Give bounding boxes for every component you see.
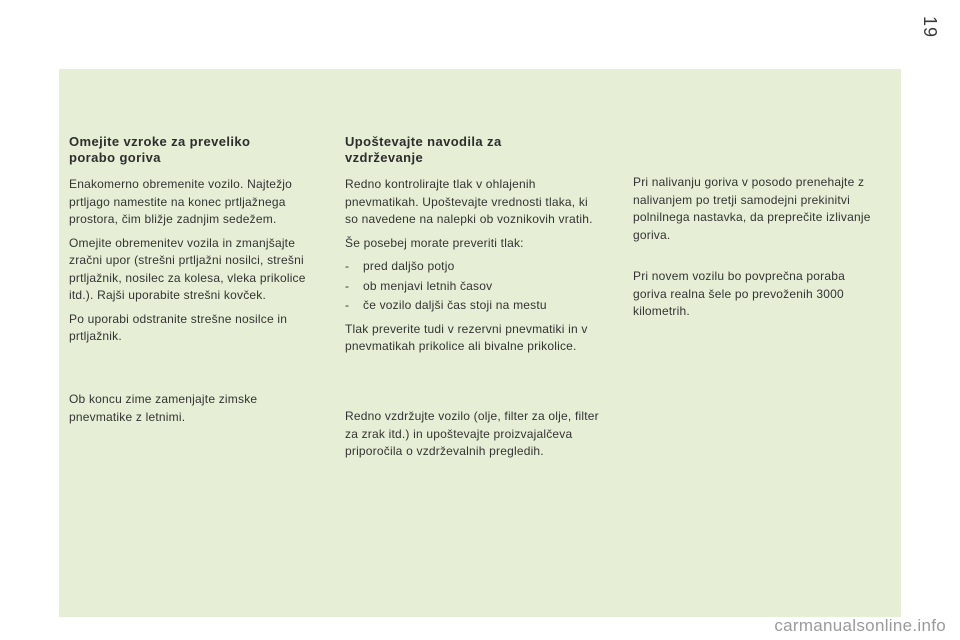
- column-maintenance: [345, 134, 617, 362]
- column-fuel-consumption-bottom: [69, 391, 309, 432]
- paragraph-tyre-pressure: Redno kontrolirajte tlak v ohlajenih pnevmatikah. Upoštevajte vrednosti tlaka, ki so navedene na nalepki ob voznikovih vratih.: [345, 177, 593, 226]
- page-number: 19: [920, 15, 940, 38]
- paragraph-new-vehicle: Pri novem vozilu bo povprečna poraba goriva realna šele po prevoženih 3000 kilometrih.: [633, 269, 845, 318]
- section-heading-maintenance: Upoštevajte navodila za vzdrževanje: [345, 134, 502, 165]
- paragraph-spare-tyre: Tlak preverite tudi v rezervni pnevmatiki in v pnevmatikah prikolice ali bivalne prikolice.: [345, 321, 588, 353]
- section-heading-fuel-consumption: Omejite vzroke za preveliko porabo goriva: [69, 134, 251, 165]
- column-maintenance-bottom: [345, 408, 601, 467]
- column-fuel-consumption: [69, 134, 331, 352]
- paragraph-regular-service: Redno vzdržujte vozilo (olje, filter za olje, filter za zrak itd.) in upoštevajte proizvajalčeva priporočila o vzdrževalnih pregledih.: [345, 409, 599, 458]
- paragraph-reduce-drag: Omejite obremenitev vozila in zmanjšajte zračni upor (strešni prtljažni nosilci, strešni prtljažnik, nosilec za kolesa, vleka prikolice itd.). Rajši uporabite strešni kovček.: [69, 235, 306, 302]
- list-item: - če vozilo daljši čas stoji na mestu: [345, 298, 547, 312]
- paragraph-check-pressure: Še posebej morate preveriti tlak:: [345, 235, 524, 250]
- column-refuelling: [633, 174, 895, 327]
- pressure-check-list: [345, 258, 617, 315]
- content-panel: [59, 69, 901, 617]
- list-item: - ob menjavi letnih časov: [345, 278, 493, 293]
- list-item: - pred daljšo potjo: [345, 259, 455, 273]
- paragraph-load-evenly: Enakomerno obremenite vozilo. Najtežjo prtljago namestite na konec prtljažnega prostora, čim bližje zadnjim sedežem.: [69, 177, 293, 226]
- paragraph-winter-tyres: Ob koncu zime zamenjajte zimske pnevmatike z letnimi.: [69, 392, 258, 424]
- watermark-link[interactable]: carmanualsonline.info: [774, 616, 946, 635]
- paragraph-refuelling: Pri nalivanju goriva v posodo prenehajte z nalivanjem po tretji samodejni prekinitvi polnilnega nastavka, da preprečite izlivanje goriva.: [633, 175, 871, 242]
- paragraph-remove-racks: Po uporabi odstranite strešne nosilce in prtljažnik.: [69, 311, 288, 343]
